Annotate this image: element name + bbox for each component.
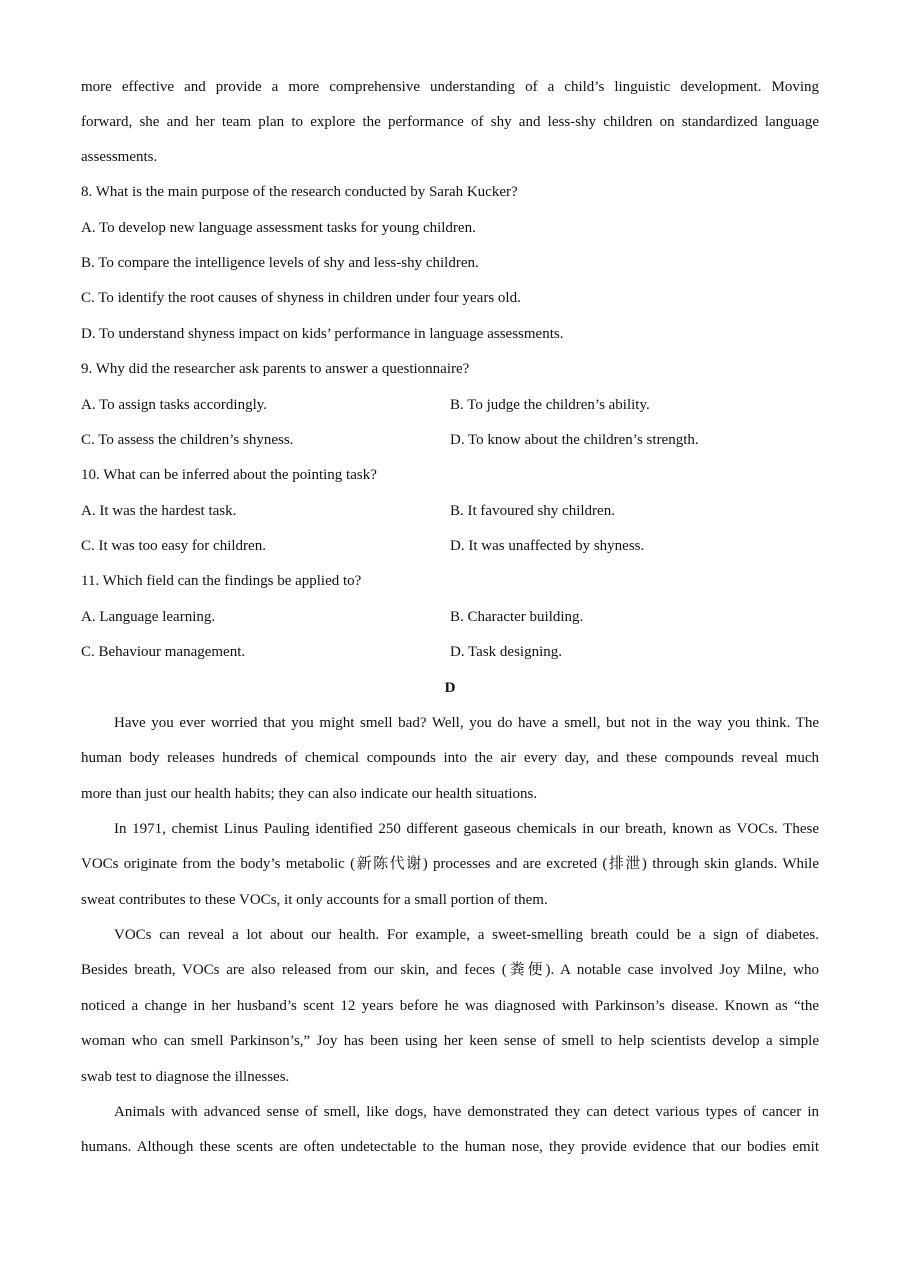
passage-line: Animals with advanced sense of smell, like dogs, have demonstrated they can detect various types of cancer in (114, 1104, 819, 1120)
question-stem: 8. What is the main purpose of the research conducted by Sarah Kucker? (81, 184, 518, 200)
passage-line: Besides breath, VOCs are also released from our skin, and feces (粪便). A notable case involved Joy Milne, who (81, 962, 819, 978)
answer-option[interactable]: D. To understand shyness impact on kids’ performance in language assessments. (81, 326, 564, 342)
answer-option[interactable]: B. To compare the intelligence levels of shy and less-shy children. (81, 255, 479, 271)
passage-line: assessments. (81, 149, 158, 165)
answer-option[interactable]: D. It was unaffected by shyness. (450, 538, 645, 554)
passage-line: sweat contributes to these VOCs, it only accounts for a small portion of them. (81, 892, 548, 908)
answer-option[interactable]: C. To assess the children’s shyness. (81, 432, 294, 448)
passage-line: more effective and provide a more comprehensive understanding of a child’s linguistic development. Moving (81, 79, 819, 95)
answer-option[interactable]: B. Character building. (450, 609, 584, 625)
passage-line: Have you ever worried that you might smell bad? Well, you do have a smell, but not in the way you think. The (114, 715, 819, 731)
passage-line: humans. Although these scents are often undetectable to the human nose, they provide evidence that our bodies emit (81, 1139, 819, 1155)
question-stem: 11. Which field can the findings be applied to? (81, 573, 362, 589)
question-stem: 10. What can be inferred about the pointing task? (81, 467, 377, 483)
answer-option[interactable]: B. To judge the children’s ability. (450, 397, 650, 413)
question-stem: 9. Why did the researcher ask parents to answer a questionnaire? (81, 361, 470, 377)
passage-line: woman who can smell Parkinson’s,” Joy has been using her keen sense of smell to help scientists develop a simple (81, 1033, 819, 1049)
passage-line: VOCs originate from the body’s metabolic (新陈代谢) processes and are excreted (排泄) through skin glands. While (81, 856, 819, 872)
answer-option[interactable]: C. Behaviour management. (81, 644, 246, 660)
answer-option[interactable]: D. Task designing. (450, 644, 563, 660)
passage-line: noticed a change in her husband’s scent 12 years before he was diagnosed with Parkinson’s disease. Known as “the (81, 998, 819, 1014)
answer-option[interactable]: A. To develop new language assessment tasks for young children. (81, 220, 476, 236)
answer-option[interactable]: A. To assign tasks accordingly. (81, 397, 268, 413)
passage-line: VOCs can reveal a lot about our health. For example, a sweet-smelling breath could be a sign of diabetes. (114, 927, 819, 943)
answer-option[interactable]: B. It favoured shy children. (450, 503, 615, 519)
answer-option[interactable]: A. It was the hardest task. (81, 503, 237, 519)
passage-line: forward, she and her team plan to explore the performance of shy and less-shy children on standardized language (81, 114, 819, 130)
passage-line: more than just our health habits; they can also indicate our health situations. (81, 786, 538, 802)
answer-option[interactable]: C. To identify the root causes of shyness in children under four years old. (81, 290, 521, 306)
answer-option[interactable]: D. To know about the children’s strength. (450, 432, 699, 448)
answer-option[interactable]: C. It was too easy for children. (81, 538, 266, 554)
passage-line: swab test to diagnose the illnesses. (81, 1069, 290, 1085)
passage-line: In 1971, chemist Linus Pauling identified 250 different gaseous chemicals in our breath, known as VOCs. These (114, 821, 819, 837)
answer-option[interactable]: A. Language learning. (81, 609, 216, 625)
passage-line: human body releases hundreds of chemical compounds into the air every day, and these compounds reveal much (81, 750, 819, 766)
section-title: D (444, 680, 456, 696)
